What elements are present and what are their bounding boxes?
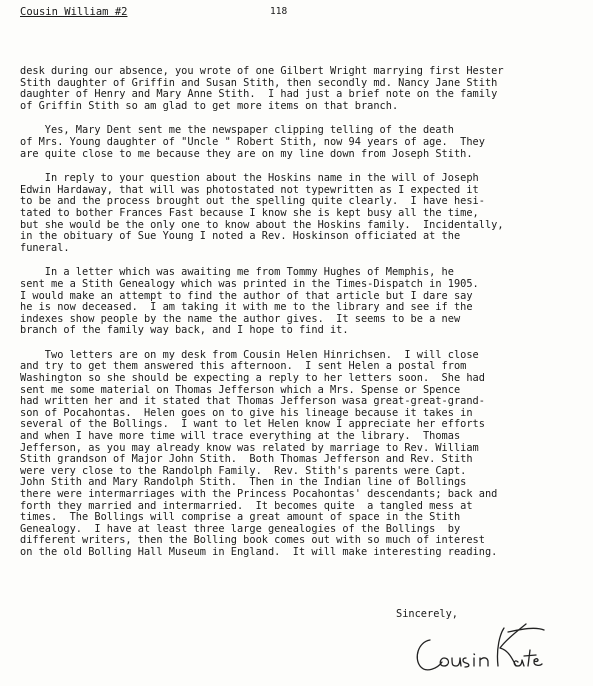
text-line: he is now deceased. I am taking it with me to the library and see if the [20,302,473,314]
text-line: In reply to your question about the Hoskins name in the will of Joseph [20,173,479,185]
paragraph [20,66,576,112]
text-line: on the old Bolling Hall Museum in England. It will make interesting reading. [20,546,498,558]
text-line: forth they married and intermarried. It becomes quite a tangled mess at [20,500,473,512]
text-line: to be and the process brought out the spelling quite clearly. I have hesi- [20,196,485,208]
text-line: Stith daughter of Griffin and Susan Stith, then secondly md. Nancy Jane Stith [20,77,498,89]
text-line: were very close to the Randolph Family. Rev. Stith's parents were Capt. [20,465,467,477]
page-number: 118 [270,6,288,17]
handwritten-signature [408,618,548,680]
text-line: desk during our absence, you wrote of one Gilbert Wright marrying first Hester [20,66,504,77]
text-line: branch of the family way back, and I hope to find it. [20,325,349,337]
text-line: had written her and it stated that Thomas Jefferson wasa great-great-grand- [20,396,485,408]
text-line: funeral. [20,242,70,254]
text-line: but she would be the only one to know about the Hoskins family. Incidentally, [20,219,504,231]
text-line: several of the Bollings. I want to let Helen know I appreciate her efforts [20,419,485,431]
header-title: Cousin William #2 [20,6,128,18]
text-line: Yes, Mary Dent sent me the newspaper clipping telling of the death [20,125,454,137]
text-line: In a letter which was awaiting me from Tommy Hughes of Memphis, he [20,267,454,279]
text-line: Two letters are on my desk from Cousin Helen Hinrichsen. I will close [20,349,479,361]
text-line: of Mrs. Young daughter of "Uncle " Robert Stith, now 94 years of age. They [20,136,485,148]
paragraph [20,267,576,337]
text-line: son of Pocahontas. Helen goes on to give his lineage because it takes in [20,407,473,419]
text-line: Stith grandson of Major John Stith. Both Thomas Jefferson and Rev. Stith [20,454,473,466]
text-line: are quite close to me because they are on my line down from Joseph Stith. [20,148,473,160]
text-line: tated to bother Frances Fast because I know she is kept busy all the time, [20,207,479,219]
text-line: sent me a Stith Genealogy which was printed in the Times-Dispatch in 1905. [20,278,479,290]
text-line: daughter of Henry and Mary Anne Stith. I had just a brief note on the family [20,89,498,101]
paragraph [20,125,576,160]
paragraph [20,350,576,559]
text-line: Jefferson, as you may already know was related by marriage to Rev. William [20,442,479,454]
text-line: in the obituary of Sue Young I noted a Rev. Hoskinson officiated at the [20,231,461,243]
text-line: Washington so she should be expecting a reply to her letters soon. She had [20,373,485,385]
text-line: indexes show people by the name the author gives. It seems to be a new [20,313,461,325]
page-header [20,6,580,22]
text-line: sent me some material on Thomas Jefferson which a Mrs. Spense or Spence [20,384,461,396]
closing: Sincerely, [396,608,458,620]
text-line: and when I have more time will trace everything at the library. Thomas [20,431,461,443]
text-line: different writers, then the Bolling book comes out with so much of interest [20,535,485,547]
text-line: times. The Bollings will comprise a great amount of space in the Stith [20,512,461,524]
letter-body [20,66,576,572]
text-line: I would make an attempt to find the author of that article but I dare say [20,290,473,302]
text-line: Edwin Hardaway, that will was photostated not typewritten as I expected it [20,184,479,196]
paragraph [20,173,576,254]
text-line: and try to get them answered this afternoon. I sent Helen a postal from [20,361,467,373]
text-line: of Griffin Stith so am glad to get more items on that branch. [20,100,399,112]
text-line: John Stith and Mary Randolph Stith. Then in the Indian line of Bollings [20,477,467,489]
text-line: there were intermarriages with the Princess Pocahontas' descendants; back and [20,489,498,500]
text-line: Genealogy. I have at least three large genealogies of the Bollings by [20,523,461,535]
